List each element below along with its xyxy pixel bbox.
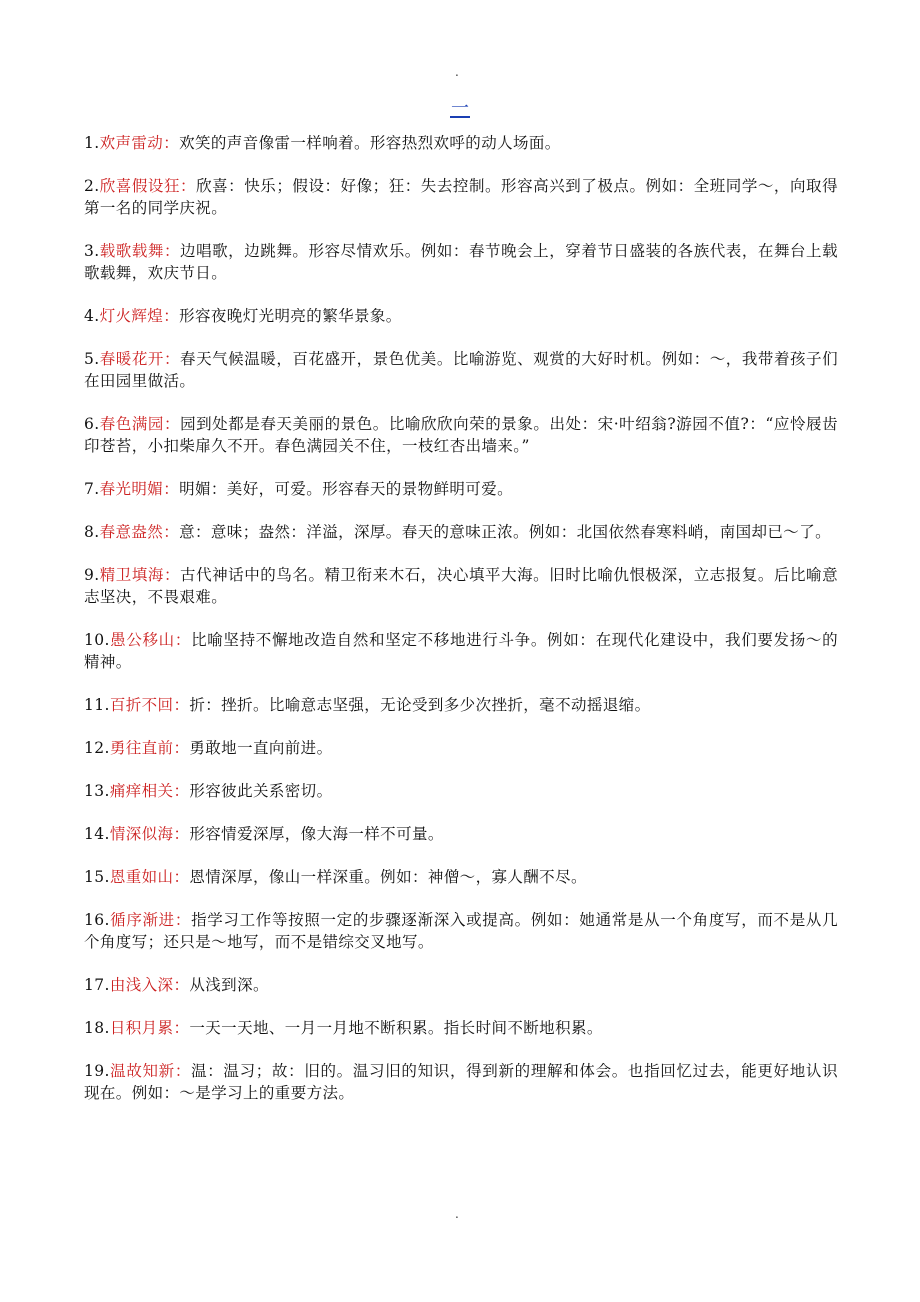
entry-number: 10. — [84, 631, 110, 649]
idiom-term: 情深似海 — [109, 825, 174, 843]
idiom-term: 勇往直前 — [109, 739, 174, 757]
entry-number: 14. — [84, 825, 110, 843]
idiom-definition: 温：温习；故：旧的。温习旧的知识，得到新的理解和体会。也指回忆过去，能更好地认识现在。例如：～是学习上的重要方法。 — [84, 1062, 838, 1102]
entry-colon: ： — [163, 566, 181, 584]
idiom-definition: 折：挫折。比喻意志坚强，无论受到多少次挫折，毫不动摇退缩。 — [189, 696, 651, 714]
idiom-entry — [84, 175, 838, 219]
entry-colon: ： — [173, 976, 190, 994]
idiom-entry — [84, 823, 838, 845]
idiom-entry — [84, 1060, 838, 1104]
idiom-term: 日积月累 — [109, 1019, 174, 1037]
idiom-entry — [84, 1017, 838, 1039]
entry-colon: ： — [173, 825, 190, 843]
idiom-term: 愚公移山 — [109, 631, 175, 649]
section-mark: 一 — [451, 98, 469, 119]
entry-number: 8. — [84, 523, 100, 541]
entry-colon: ： — [173, 868, 190, 886]
idiom-entry — [84, 909, 838, 953]
entry-colon: ： — [163, 350, 181, 368]
entry-number: 9. — [84, 566, 100, 584]
idiom-definition: 形容夜晚灯光明亮的繁华景象。 — [179, 307, 402, 325]
idiom-term: 百折不回 — [109, 696, 174, 714]
entry-colon: ： — [174, 1062, 192, 1080]
idiom-entry — [84, 240, 838, 284]
entry-colon: ： — [174, 631, 192, 649]
entry-number: 2. — [84, 177, 100, 195]
entry-colon: ： — [180, 177, 197, 195]
entry-colon: ： — [174, 911, 192, 929]
idiom-term: 春暖花开 — [99, 350, 164, 368]
idiom-term: 春光明媚 — [99, 480, 164, 498]
idiom-term: 载歌载舞 — [99, 242, 164, 260]
idiom-term: 温故知新 — [109, 1062, 175, 1080]
idiom-entry — [84, 564, 838, 608]
entry-colon: ： — [173, 1019, 190, 1037]
entry-colon: ： — [173, 739, 190, 757]
idiom-definition: 一天一天地、一月一月地不断积累。指长时间不断地积累。 — [189, 1019, 603, 1037]
idiom-entry — [84, 694, 838, 716]
idiom-definition: 形容情爱深厚，像大海一样不可量。 — [189, 825, 444, 843]
entry-colon: ： — [173, 782, 190, 800]
idiom-term: 痛痒相关 — [109, 782, 174, 800]
idiom-entry — [84, 305, 838, 327]
idiom-entry — [84, 974, 838, 996]
idiom-definition: 恩情深厚，像山一样深重。例如：神僧～，寡人酬不尽。 — [189, 868, 587, 886]
idiom-entry — [84, 521, 838, 543]
idiom-term: 欢声雷动 — [99, 134, 164, 152]
idiom-term: 春意盎然 — [99, 523, 164, 541]
idiom-term: 恩重如山 — [109, 868, 174, 886]
entry-number: 1. — [84, 134, 100, 152]
idiom-term: 欣喜假设狂 — [99, 177, 181, 195]
entry-number: 6. — [84, 415, 100, 433]
entry-number: 17. — [84, 976, 110, 994]
idiom-entry — [84, 348, 838, 392]
idiom-entry — [84, 478, 838, 500]
idiom-definition: 形容彼此关系密切。 — [189, 782, 333, 800]
idiom-definition: 园到处都是春天美丽的景色。比喻欣欣向荣的景象。出处：宋·叶绍翁?游园不值?：“应怜屐齿印苍苔，小扣柴扉久不开。春色满园关不住，一枝红杏出墙来。” — [84, 415, 838, 455]
entry-number: 3. — [84, 242, 100, 260]
idiom-entry — [84, 629, 838, 673]
entry-number: 11. — [84, 696, 110, 714]
entry-colon: ： — [163, 480, 180, 498]
entry-number: 5. — [84, 350, 100, 368]
idiom-definition: 古代神话中的鸟名。精卫衔来木石，决心填平大海。旧时比喻仇恨极深，立志报复。后比喻意志坚决，不畏艰难。 — [84, 566, 839, 606]
idiom-entry — [84, 132, 838, 154]
idiom-term: 春色满园 — [99, 415, 164, 433]
entry-colon: ： — [163, 523, 180, 541]
idiom-definition: 从浅到深。 — [189, 976, 269, 994]
idiom-term: 精卫填海 — [99, 566, 164, 584]
entry-colon: ： — [163, 134, 180, 152]
idiom-term: 循序渐进 — [109, 911, 175, 929]
entry-number: 4. — [84, 307, 100, 325]
entry-number: 18. — [84, 1019, 110, 1037]
idiom-definition: 指学习工作等按照一定的步骤逐渐深入或提高。例如：她通常是从一个角度写，而不是从几个角度写；还只是～地写，而不是错综交叉地写。 — [84, 911, 838, 951]
idiom-term: 灯火辉煌 — [99, 307, 164, 325]
idiom-list — [84, 132, 838, 1125]
entry-number: 16. — [84, 911, 110, 929]
idiom-definition: 比喻坚持不懈地改造自然和坚定不移地进行斗争。例如：在现代化建设中，我们要发扬～的精神。 — [84, 631, 838, 671]
idiom-definition: 欣喜：快乐；假设：好像；狂：失去控制。形容高兴到了极点。例如：全班同学～，向取得第一名的同学庆祝。 — [84, 177, 838, 217]
entry-colon: ： — [173, 696, 190, 714]
idiom-term: 由浅入深 — [109, 976, 174, 994]
idiom-entry — [84, 737, 838, 759]
entry-number: 19. — [84, 1062, 110, 1080]
entry-number: 13. — [84, 782, 110, 800]
entry-number: 15. — [84, 868, 110, 886]
idiom-definition: 勇敢地一直向前进。 — [189, 739, 333, 757]
top-dot: . — [455, 65, 459, 79]
idiom-entry — [84, 866, 838, 888]
idiom-definition: 春天气候温暖，百花盛开，景色优美。比喻游览、观赏的大好时机。例如：～，我带着孩子们在田园里做活。 — [84, 350, 839, 390]
idiom-definition: 明媚：美好，可爱。形容春天的景物鲜明可爱。 — [179, 480, 514, 498]
idiom-definition: 欢笑的声音像雷一样响着。形容热烈欢呼的动人场面。 — [179, 134, 561, 152]
entry-colon: ： — [163, 307, 180, 325]
entry-colon: ： — [164, 415, 181, 433]
entry-number: 12. — [84, 739, 110, 757]
idiom-definition: 意：意味；盎然：洋溢，深厚。春天的意味正浓。例如：北国依然春寒料峭，南国却已～了。 — [179, 523, 832, 541]
idiom-definition: 边唱歌，边跳舞。形容尽情欢乐。例如：春节晚会上，穿着节日盛装的各族代表，在舞台上载歌载舞，欢庆节日。 — [84, 242, 839, 282]
entry-number: 7. — [84, 480, 100, 498]
bottom-dot: . — [455, 1207, 459, 1221]
entry-colon: ： — [163, 242, 181, 260]
idiom-entry — [84, 413, 838, 457]
idiom-entry — [84, 780, 838, 802]
